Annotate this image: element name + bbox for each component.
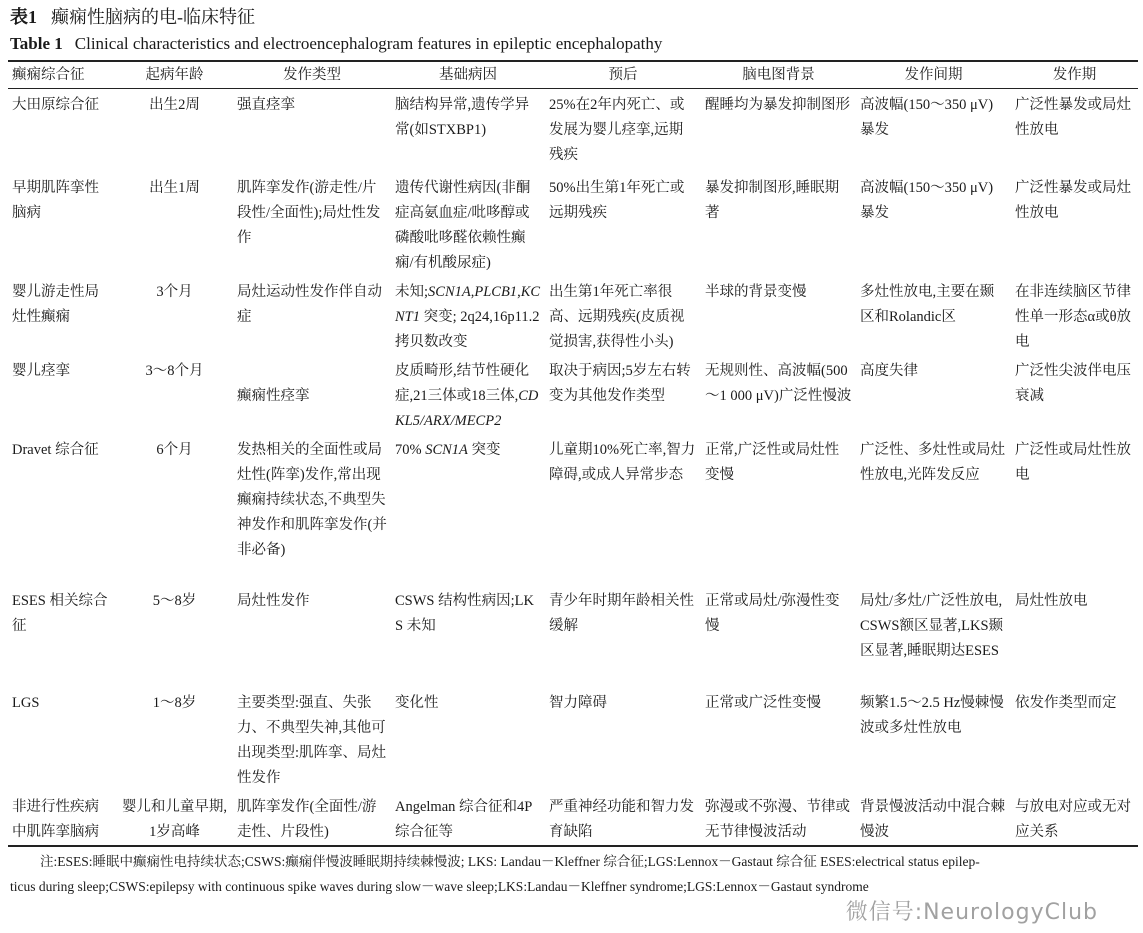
table-cell: 在非连续脑区节律性单一形态α或θ放电 (1015, 283, 1132, 350)
table-cell: 局灶运动性发作伴自动症 (237, 283, 382, 325)
table-cell: 婴儿和儿童早期,1岁高峰 (121, 798, 228, 840)
table-cell: 儿童期10%死亡率,智力障碍,或成人异常步态 (549, 441, 696, 483)
table-cell: 大田原综合征 (12, 97, 99, 113)
table-cell: 主要类型:强直、失张力、不典型失神,其他可出现类型:肌阵挛、局灶性发作 (237, 694, 387, 786)
table-cell: 非进行性疾病中肌阵挛脑病 (12, 798, 99, 840)
table-cell: 广泛性暴发或局灶性放电 (1015, 97, 1131, 138)
table-cell: 频繁1.5～2.5 Hz慢棘慢波或多灶性放电 (860, 694, 1004, 736)
table-cell: 遗传代谢性病因(非酮症高氨血症/吡哆醇或磷酸吡哆醛依赖性癫痫/有机酸尿症) (395, 179, 531, 271)
table-cell: 1～8岁 (152, 694, 197, 711)
table-cell: CSWS 结构性病因;LKS 未知 (395, 592, 534, 634)
table-cell: 50%出生第1年死亡或远期残疾 (549, 179, 685, 221)
table-row (8, 172, 1138, 276)
clinical-eeg-table (8, 60, 1138, 847)
gene-name: CDKL5/ARX/MECP2 (395, 387, 539, 429)
column-header: 发作期 (1052, 66, 1097, 83)
table-cell: 出生第1年死亡率很高、远期残疾(皮质视觉损害,获得性小头) (549, 283, 685, 350)
table-label-en: Table 1 (10, 34, 63, 53)
table-row (8, 355, 1138, 434)
table-row (8, 434, 1138, 585)
table-cell: 正常或局灶/弥漫性变慢 (705, 592, 840, 634)
table-cell: 出生1周 (149, 179, 200, 196)
table-cell: 广泛性或局灶性放电 (1015, 441, 1131, 483)
table-cell (391, 355, 545, 434)
cell-text: , (517, 283, 521, 300)
table-row (8, 791, 1138, 846)
gene-name: SCN1A (428, 283, 471, 300)
cell-text: 未知; (395, 283, 429, 300)
table-cell: 无规则性、高波幅(500～1 000 μV)广泛性慢波 (705, 362, 852, 404)
cell-text: 突变; 2q24,16p11.2 拷贝数改变 (395, 308, 540, 350)
table-cell: 青少年时期年龄相关性缓解 (549, 592, 694, 634)
table-row (8, 687, 1138, 791)
table-cell: 严重神经功能和智力发育缺陷 (549, 798, 694, 840)
table-cell: 高度失律 (860, 362, 918, 379)
table-label-cn: 表1 (10, 7, 37, 27)
table-title-cn (8, 4, 1138, 30)
table-row (8, 89, 1138, 172)
table-cell: 局灶/多灶/广泛性放电,CSWS额区显著,LKS颞区显著,睡眠期达ESES (860, 592, 1004, 659)
gene-name: KCNT1 (395, 283, 541, 325)
table-cell: 局灶性发作 (237, 592, 310, 609)
table-cell: 变化性 (395, 694, 439, 711)
table-cell: 25%在2年内死亡、或发展为婴儿痉挛,远期残疾 (549, 97, 685, 163)
footnote (8, 849, 1135, 899)
table-cell: 脑结构异常,遗传学异常(如STXBP1) (395, 97, 530, 138)
table-title-en-text: Clinical characteristics and electroencephalogram features in epileptic encephalopathy (74, 34, 663, 53)
table-cell: 5～8岁 (152, 592, 197, 609)
column-header: 脑电图背景 (742, 66, 815, 83)
table-cell: 婴儿游走性局灶性癫痫 (12, 283, 99, 325)
table-cell: LGS (12, 694, 40, 711)
column-header: 起病年龄 (145, 66, 204, 83)
table-cell: 弥漫或不弥漫、节律或无节律慢波活动 (705, 798, 850, 840)
footnote-line-2: ticus during sleep;CSWS:epilepsy with continuous spike waves during slow－wave sleep;LKS:Landau－Kleffner syndrome;LGS:Lennox－Gastaut syndrome (10, 878, 869, 894)
table-cell: Dravet 综合征 (12, 441, 99, 458)
table-title-en (8, 30, 1138, 58)
cell-text: 皮质畸形,结节性硬化症,21三体或18三体, (395, 362, 530, 404)
table-cell: 出生2周 (149, 97, 200, 113)
table-cell: 高波幅(150～350 μV)暴发 (860, 97, 994, 138)
table-cell: 多灶性放电,主要在颞区和Rolandic区 (860, 283, 995, 325)
table-cell: 正常或广泛性变慢 (705, 694, 821, 711)
table-cell: 3个月 (156, 283, 193, 300)
table-cell: 强直痉挛 (237, 97, 295, 113)
table-cell: 局灶性放电 (1015, 592, 1088, 609)
column-header: 基础病因 (439, 66, 497, 83)
table-cell: 广泛性尖波伴电压衰减 (1015, 362, 1131, 404)
table-cell: 肌阵挛发作(全面性/游走性、片段性) (237, 798, 377, 840)
table-cell: 癫痫性痉挛 (237, 387, 310, 404)
table-header-row (8, 61, 1138, 89)
column-header: 癫痫综合征 (12, 66, 85, 83)
table-row (8, 585, 1138, 687)
table-cell: 取决于病因;5岁左右转变为其他发作类型 (549, 362, 691, 404)
gene-name: SCN1A (425, 441, 468, 458)
footnote-line-1: 注:ESES:睡眠中癫痫性电持续状态;CSWS:癫痫伴慢波睡眠期持续棘慢波; LKS: Landau－Kleffner 综合征;LGS:Lennox－Gastaut 综合征 ESES:electrical status epilep- (40, 853, 980, 869)
table-cell: 广泛性、多灶性或局灶性放电,光阵发反应 (860, 441, 1005, 483)
table-row (8, 276, 1138, 355)
table-cell (391, 276, 545, 355)
table-cell: 智力障碍 (549, 694, 607, 711)
table-cell: 醒睡均为暴发抑制图形 (705, 97, 850, 113)
table-cell: 肌阵挛发作(游走性/片段性/全面性);局灶性发作 (237, 179, 381, 246)
table-title-cn-text: 癫痫性脑病的电-临床特征 (51, 7, 255, 27)
table-cell: 早期肌阵挛性脑病 (12, 179, 99, 221)
table-cell: 婴儿痉挛 (12, 362, 70, 379)
table-cell: 与放电对应或无对应关系 (1015, 798, 1131, 840)
table-cell: 半球的背景变慢 (705, 283, 807, 300)
table-cell: 背景慢波活动中混合棘慢波 (860, 798, 1005, 840)
table-cell: Angelman 综合征和4P综合征等 (395, 798, 533, 840)
table-cell: 3～8个月 (145, 362, 204, 379)
column-header: 预后 (608, 66, 638, 83)
table-cell: ESES 相关综合征 (12, 592, 108, 634)
table-cell: 暴发抑制图形,睡眠期著 (705, 179, 840, 221)
table-cell: 高波幅(150～350 μV)暴发 (860, 179, 994, 221)
cell-text: , (470, 283, 475, 300)
column-header: 发作类型 (283, 66, 341, 83)
table-cell: 广泛性暴发或局灶性放电 (1015, 179, 1131, 221)
table-cell: 6个月 (156, 441, 193, 458)
cell-text: 突变 (467, 441, 501, 458)
table-cell: 依发作类型而定 (1015, 694, 1117, 711)
table-cell: 正常,广泛性或局灶性变慢 (705, 441, 840, 483)
table-cell (391, 434, 545, 585)
table-cell: 发热相关的全面性或局灶性(阵挛)发作,常出现癫痫持续状态,不典型失神发作和肌阵挛发作(并非必备) (237, 441, 387, 558)
column-header: 发作间期 (904, 66, 963, 83)
watermark: 微信号:NeurologyClub (845, 899, 1098, 925)
gene-name: PLCB1 (474, 283, 518, 300)
cell-text: 70% (395, 441, 426, 458)
